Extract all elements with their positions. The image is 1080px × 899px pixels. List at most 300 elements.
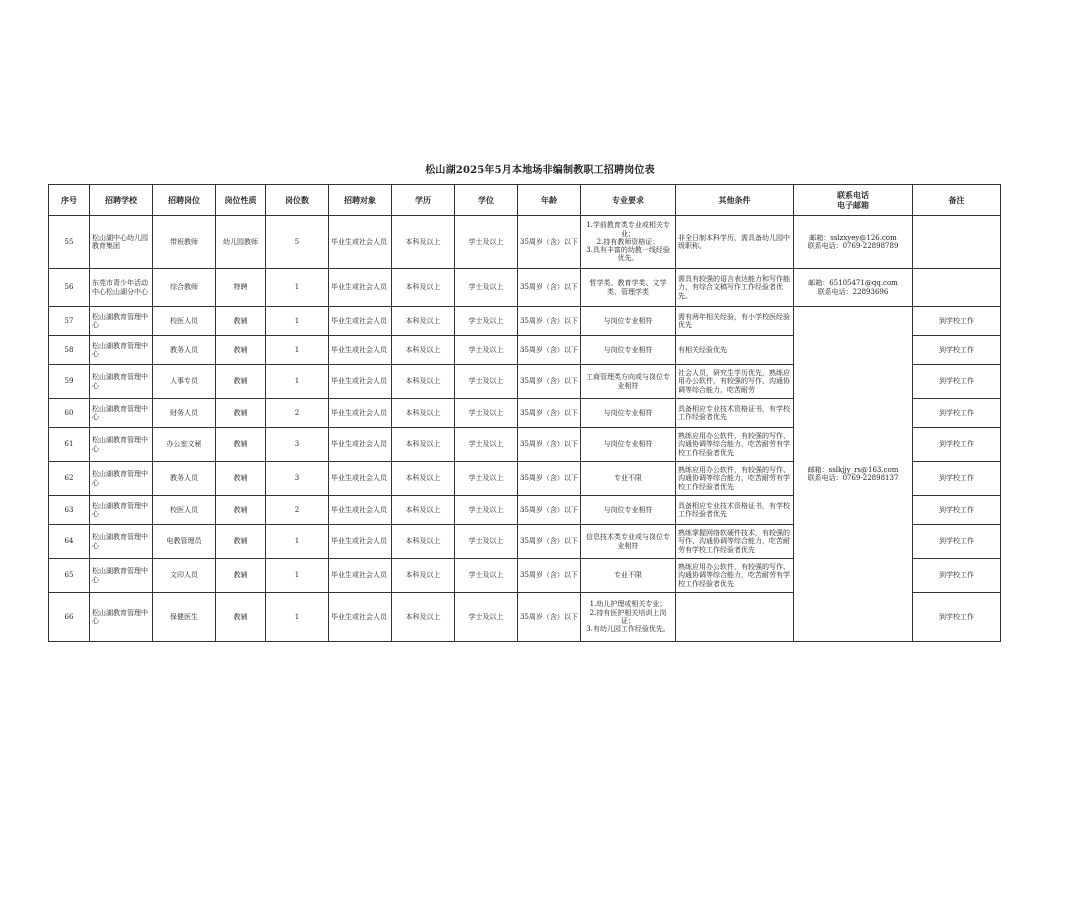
degree-cell-text: 学士及以上: [468, 474, 504, 483]
other-conditions-cell: [676, 399, 794, 428]
age-cell: [518, 559, 581, 593]
target-cell: [329, 307, 392, 336]
other-conditions-cell: [676, 428, 794, 462]
row-number-text: 63: [64, 505, 74, 514]
school-cell-text: 松山湖教育管理中心: [92, 373, 148, 390]
major-cell-text: 与岗位专业相符: [603, 440, 653, 449]
target-cell-text: 毕业生或社会人员: [331, 345, 387, 354]
education-cell-text: 本科及以上: [405, 612, 441, 621]
other-conditions-cell: [676, 269, 794, 307]
degree-cell: [455, 307, 518, 336]
age-cell: [518, 336, 581, 365]
age-cell: [518, 525, 581, 559]
count-cell: [266, 269, 329, 307]
other-conditions-cell: [676, 593, 794, 642]
age-cell: [518, 462, 581, 496]
row-number-text: 65: [64, 571, 74, 580]
education-cell-text: 本科及以上: [405, 505, 441, 514]
nature-cell-text: 特聘: [233, 283, 248, 292]
target-cell-text: 毕业生或社会人员: [331, 283, 387, 292]
table-row: [49, 216, 1001, 269]
header-cell: 其他条件: [676, 185, 794, 216]
education-cell-text: 本科及以上: [405, 440, 441, 449]
education-cell-text: 本科及以上: [405, 237, 441, 246]
target-cell-text: 毕业生或社会人员: [331, 505, 387, 514]
school-cell: [90, 462, 153, 496]
row-number-text: 56: [64, 283, 74, 292]
degree-cell-text: 学士及以上: [468, 440, 504, 449]
degree-cell: [455, 365, 518, 399]
count-cell: [266, 336, 329, 365]
note-cell-text: 到学校工作: [939, 537, 974, 546]
post-cell-text: 教务人员: [170, 345, 198, 354]
post-cell-text: 保健医生: [170, 612, 198, 621]
nature-cell-text: 教辅: [233, 316, 248, 325]
note-cell: [913, 496, 1001, 525]
major-cell: [581, 216, 676, 269]
degree-cell-text: 学士及以上: [468, 316, 504, 325]
other-conditions-cell: [676, 462, 794, 496]
post-cell: [153, 496, 216, 525]
row-number-text: 61: [64, 440, 74, 449]
header-row: [49, 185, 1001, 216]
other-conditions-cell-text: 熟练掌握网络软硬件技术，有较强的写作、沟通协调等综合能力，吃苦耐劳有学校工作经验者优先: [678, 529, 790, 554]
post-cell: [153, 399, 216, 428]
count-cell-text: 1: [294, 612, 300, 621]
nature-cell: [216, 269, 266, 307]
nature-cell: [216, 525, 266, 559]
count-cell-text: 3: [294, 474, 300, 483]
header-cell: 序号: [49, 185, 90, 216]
school-cell: [90, 593, 153, 642]
education-cell: [392, 593, 455, 642]
header-cell: 年龄: [518, 185, 581, 216]
nature-cell-text: 教辅: [233, 474, 248, 483]
major-cell-text: 1.幼儿护理或相关专业； 2.持有医护相关培训上岗证； 3.有幼儿园工作经验优先。: [586, 600, 670, 634]
count-cell-text: 1: [294, 377, 300, 386]
education-cell-text: 本科及以上: [405, 316, 441, 325]
post-cell-text: 校医人员: [170, 505, 198, 514]
age-cell-text: 35周岁（含）以下: [520, 408, 578, 417]
post-cell-text: 综合教师: [170, 283, 198, 292]
nature-cell-text: 教辅: [233, 345, 248, 354]
age-cell-text: 35周岁（含）以下: [520, 345, 578, 354]
major-cell-text: 与岗位专业相符: [603, 316, 653, 325]
row-number-text: 60: [64, 408, 74, 417]
post-cell: [153, 307, 216, 336]
count-cell: [266, 559, 329, 593]
other-conditions-cell-text: 非全日制本科学历，需具备幼儿园中级职称。: [678, 233, 790, 250]
degree-cell: [455, 559, 518, 593]
degree-cell: [455, 525, 518, 559]
post-cell-text: 人事专员: [170, 377, 198, 386]
age-cell: [518, 307, 581, 336]
target-cell-text: 毕业生或社会人员: [331, 571, 387, 580]
major-cell: [581, 428, 676, 462]
other-conditions-cell-text: 具备相应专业技术资格证书，有学校工作经验者优先: [678, 404, 790, 421]
post-cell: [153, 269, 216, 307]
education-cell-text: 本科及以上: [405, 408, 441, 417]
education-cell: [392, 399, 455, 428]
education-cell-text: 本科及以上: [405, 571, 441, 580]
education-cell: [392, 462, 455, 496]
row-number: [49, 593, 90, 642]
major-cell: [581, 559, 676, 593]
nature-cell: [216, 336, 266, 365]
other-conditions-cell: [676, 559, 794, 593]
age-cell-text: 35周岁（含）以下: [520, 505, 578, 514]
other-conditions-cell-text: 需有两年相关经验，有小学校医经验优先: [678, 312, 790, 329]
count-cell: [266, 496, 329, 525]
degree-cell: [455, 399, 518, 428]
education-cell: [392, 496, 455, 525]
row-number-text: 58: [64, 345, 74, 354]
note-cell-text: 到学校工作: [939, 440, 974, 449]
target-cell-text: 毕业生或社会人员: [331, 537, 387, 546]
age-cell: [518, 365, 581, 399]
school-cell: [90, 216, 153, 269]
row-number-text: 66: [64, 612, 74, 621]
count-cell-text: 3: [294, 440, 300, 449]
note-cell-text: 到学校工作: [939, 571, 974, 580]
school-cell: [90, 399, 153, 428]
education-cell: [392, 428, 455, 462]
education-cell: [392, 525, 455, 559]
target-cell: [329, 525, 392, 559]
major-cell-text: 与岗位专业相符: [603, 408, 653, 417]
other-conditions-cell: [676, 525, 794, 559]
other-conditions-cell-text: 熟练应用办公软件，有较强的写作、沟通协调等综合能力，吃苦耐劳有学校工作经验者优先: [678, 563, 790, 588]
school-cell: [90, 269, 153, 307]
age-cell-text: 35周岁（含）以下: [520, 237, 578, 246]
count-cell: [266, 428, 329, 462]
school-cell: [90, 336, 153, 365]
age-cell: [518, 593, 581, 642]
school-cell-text: 松山湖教育管理中心: [92, 533, 148, 550]
header-cell: 招聘学校: [90, 185, 153, 216]
major-cell: [581, 365, 676, 399]
school-cell-text: 松山湖教育管理中心: [92, 404, 148, 421]
major-cell-text: 与岗位专业相符: [603, 345, 653, 354]
post-cell-text: 带班教师: [170, 237, 198, 246]
header-cell: 招聘岗位: [153, 185, 216, 216]
major-cell-text: 与岗位专业相符: [603, 505, 653, 514]
school-cell: [90, 365, 153, 399]
major-cell: [581, 399, 676, 428]
education-cell: [392, 216, 455, 269]
education-cell: [392, 365, 455, 399]
target-cell: [329, 399, 392, 428]
table-row: [49, 307, 1001, 336]
school-cell-text: 东莞市青少年活动中心松山湖分中心: [92, 279, 148, 296]
other-conditions-cell-text: 具备相应专业技术资格证书，有学校工作经验者优先: [678, 501, 790, 518]
target-cell-text: 毕业生或社会人员: [331, 316, 387, 325]
age-cell-text: 35周岁（含）以下: [520, 283, 578, 292]
note-cell-text: 到学校工作: [939, 316, 974, 325]
row-number: [49, 496, 90, 525]
header-cell-contact: 联系电话 电子邮箱: [794, 185, 913, 216]
school-cell: [90, 559, 153, 593]
major-cell: [581, 593, 676, 642]
post-cell-text: 办公室文秘: [166, 440, 202, 449]
degree-cell: [455, 593, 518, 642]
nature-cell-text: 教辅: [233, 612, 248, 621]
post-cell: [153, 336, 216, 365]
count-cell-text: 1: [294, 537, 300, 546]
post-cell-text: 教务人员: [170, 474, 198, 483]
count-cell-text: 1: [294, 571, 300, 580]
major-cell-text: 专业不限: [614, 571, 642, 580]
row-number: [49, 365, 90, 399]
nature-cell: [216, 593, 266, 642]
target-cell: [329, 593, 392, 642]
note-cell: [913, 593, 1001, 642]
school-cell: [90, 496, 153, 525]
degree-cell: [455, 496, 518, 525]
degree-cell: [455, 462, 518, 496]
note-cell: [913, 428, 1001, 462]
education-cell-text: 本科及以上: [405, 474, 441, 483]
row-number: [49, 462, 90, 496]
note-cell-text: 到学校工作: [939, 474, 974, 483]
target-cell: [329, 496, 392, 525]
row-number-text: 64: [64, 537, 74, 546]
nature-cell-text: 幼儿园教师: [223, 237, 258, 246]
count-cell: [266, 399, 329, 428]
degree-cell-text: 学士及以上: [468, 345, 504, 354]
count-cell: [266, 525, 329, 559]
nature-cell: [216, 559, 266, 593]
row-number: [49, 307, 90, 336]
header-cell: 招聘对象: [329, 185, 392, 216]
target-cell-text: 毕业生或社会人员: [331, 377, 387, 386]
nature-cell-text: 教辅: [233, 408, 248, 417]
age-cell-text: 35周岁（含）以下: [520, 612, 578, 621]
post-cell-text: 校医人员: [170, 316, 198, 325]
row-number-text: 57: [64, 316, 74, 325]
age-cell: [518, 269, 581, 307]
age-cell-text: 35周岁（含）以下: [520, 474, 578, 483]
note-cell: [913, 559, 1001, 593]
document-title: 松山湖2025年5月本地场非编制教职工招聘岗位表: [425, 165, 655, 176]
other-conditions-cell-text: 有相关经验优先: [678, 345, 727, 354]
header-cell: 学位: [455, 185, 518, 216]
contact-cell-shared: 邮箱：sslkjjy_rs@163.com 联系电话：0769-22898137: [794, 307, 913, 642]
count-cell: [266, 365, 329, 399]
row-number: [49, 428, 90, 462]
contact-cell: 邮箱：65105471@qq.com 联系电话：22893696: [794, 269, 913, 307]
row-number-text: 59: [64, 377, 74, 386]
note-cell-text: 到学校工作: [939, 377, 974, 386]
school-cell: [90, 525, 153, 559]
major-cell-text: 信息技术类专业或与岗位专业相符: [586, 533, 670, 550]
age-cell-text: 35周岁（含）以下: [520, 440, 578, 449]
other-conditions-cell-text: 熟练应用办公软件，有较强的写作、沟通协调等综合能力，吃苦耐劳有学校工作经验者优先: [678, 432, 790, 457]
education-cell: [392, 559, 455, 593]
major-cell: [581, 336, 676, 365]
school-cell-text: 松山湖教育管理中心: [92, 341, 148, 358]
row-number: [49, 525, 90, 559]
major-cell: [581, 269, 676, 307]
target-cell: [329, 428, 392, 462]
school-cell-text: 松山湖教育管理中心: [92, 608, 148, 625]
header-cell: 岗位性质: [216, 185, 266, 216]
education-cell-text: 本科及以上: [405, 345, 441, 354]
age-cell: [518, 496, 581, 525]
degree-cell-text: 学士及以上: [468, 408, 504, 417]
note-cell: [913, 365, 1001, 399]
school-cell-text: 松山湖中心幼儿园教育集团: [92, 233, 148, 250]
other-conditions-cell: [676, 336, 794, 365]
degree-cell-text: 学士及以上: [468, 571, 504, 580]
header-cell: 岗位数: [266, 185, 329, 216]
count-cell: [266, 307, 329, 336]
nature-cell: [216, 462, 266, 496]
target-cell-text: 毕业生或社会人员: [331, 474, 387, 483]
school-cell: [90, 428, 153, 462]
header-cell: 备注: [913, 185, 1001, 216]
note-cell: [913, 336, 1001, 365]
major-cell: [581, 307, 676, 336]
major-cell-text: 专业不限: [614, 474, 642, 483]
other-conditions-cell: [676, 496, 794, 525]
count-cell-text: 1: [294, 316, 300, 325]
degree-cell-text: 学士及以上: [468, 505, 504, 514]
degree-cell: [455, 428, 518, 462]
degree-cell: [455, 336, 518, 365]
age-cell-text: 35周岁（含）以下: [520, 571, 578, 580]
note-cell: [913, 525, 1001, 559]
post-cell-text: 电教管理员: [166, 537, 202, 546]
count-cell: [266, 462, 329, 496]
target-cell: [329, 365, 392, 399]
note-cell: [913, 462, 1001, 496]
row-number: [49, 559, 90, 593]
header-cell: 学历: [392, 185, 455, 216]
note-cell-text: 到学校工作: [939, 612, 974, 621]
education-cell: [392, 307, 455, 336]
note-cell: [913, 399, 1001, 428]
target-cell-text: 毕业生或社会人员: [331, 237, 387, 246]
count-cell-text: 2: [294, 408, 300, 417]
count-cell: [266, 216, 329, 269]
nature-cell-text: 教辅: [233, 571, 248, 580]
age-cell-text: 35周岁（含）以下: [520, 537, 578, 546]
school-cell: [90, 307, 153, 336]
note-cell-text: 到学校工作: [939, 408, 974, 417]
other-conditions-cell-text: 熟练应用办公软件，有较强的写作、沟通协调等综合能力，吃苦耐劳有学校工作经验者优先: [678, 466, 790, 491]
major-cell-text: 1.学前教育类专业或相关专业； 2.持有教师资格证； 3.具有丰富的幼教一线经验优先。: [586, 221, 670, 263]
nature-cell: [216, 428, 266, 462]
post-cell: [153, 593, 216, 642]
header-cell: 专业要求: [581, 185, 676, 216]
age-cell-text: 35周岁（含）以下: [520, 377, 578, 386]
post-cell: [153, 216, 216, 269]
post-cell: [153, 462, 216, 496]
count-cell-text: 1: [294, 345, 300, 354]
degree-cell-text: 学士及以上: [468, 612, 504, 621]
nature-cell-text: 教辅: [233, 505, 248, 514]
other-conditions-cell: [676, 307, 794, 336]
target-cell: [329, 559, 392, 593]
education-cell-text: 本科及以上: [405, 537, 441, 546]
target-cell: [329, 216, 392, 269]
post-cell: [153, 559, 216, 593]
post-cell: [153, 525, 216, 559]
age-cell: [518, 428, 581, 462]
nature-cell: [216, 307, 266, 336]
other-conditions-cell: [676, 365, 794, 399]
count-cell: [266, 593, 329, 642]
school-cell-text: 松山湖教育管理中心: [92, 436, 148, 453]
degree-cell-text: 学士及以上: [468, 537, 504, 546]
major-cell: [581, 496, 676, 525]
age-cell: [518, 216, 581, 269]
education-cell-text: 本科及以上: [405, 283, 441, 292]
nature-cell: [216, 399, 266, 428]
degree-cell: [455, 216, 518, 269]
nature-cell: [216, 496, 266, 525]
education-cell-text: 本科及以上: [405, 377, 441, 386]
note-cell: [913, 216, 1001, 269]
target-cell: [329, 269, 392, 307]
other-conditions-cell: [676, 216, 794, 269]
recruitment-table: [48, 184, 1001, 642]
nature-cell-text: 教辅: [233, 537, 248, 546]
target-cell-text: 毕业生或社会人员: [331, 408, 387, 417]
major-cell: [581, 525, 676, 559]
target-cell: [329, 462, 392, 496]
post-cell-text: 文印人员: [170, 571, 198, 580]
note-cell: [913, 307, 1001, 336]
degree-cell: [455, 269, 518, 307]
other-conditions-cell-text: 社会人员，研究生学历优先，熟练应用办公软件，有较强的写作、沟通协调等综合能力，吃苦耐劳: [678, 369, 790, 394]
post-cell: [153, 365, 216, 399]
target-cell-text: 毕业生或社会人员: [331, 612, 387, 621]
count-cell-text: 1: [294, 283, 300, 292]
degree-cell-text: 学士及以上: [468, 237, 504, 246]
degree-cell-text: 学士及以上: [468, 377, 504, 386]
count-cell-text: 5: [294, 237, 300, 246]
school-cell-text: 松山湖教育管理中心: [92, 567, 148, 584]
age-cell-text: 35周岁（含）以下: [520, 316, 578, 325]
target-cell-text: 毕业生或社会人员: [331, 440, 387, 449]
nature-cell: [216, 365, 266, 399]
post-cell: [153, 428, 216, 462]
note-cell-text: 到学校工作: [939, 345, 974, 354]
row-number: [49, 399, 90, 428]
row-number-text: 55: [64, 237, 74, 246]
major-cell: [581, 462, 676, 496]
table-row: [49, 269, 1001, 307]
major-cell-text: 工商管理类方向或与岗位专业相符: [586, 373, 670, 390]
other-conditions-cell-text: 需具有较强的语言表达能力和写作能力，有综合文稿写作工作经验者优先。: [678, 275, 790, 300]
contact-cell: 邮箱：sslzxyey@126.com 联系电话：0769-22898789: [794, 216, 913, 269]
nature-cell-text: 教辅: [233, 377, 248, 386]
age-cell: [518, 399, 581, 428]
degree-cell-text: 学士及以上: [468, 283, 504, 292]
post-cell-text: 财务人员: [170, 408, 198, 417]
school-cell-text: 松山湖教育管理中心: [92, 312, 148, 329]
nature-cell: [216, 216, 266, 269]
target-cell: [329, 336, 392, 365]
note-cell: [913, 269, 1001, 307]
school-cell-text: 松山湖教育管理中心: [92, 470, 148, 487]
row-number: [49, 269, 90, 307]
education-cell: [392, 336, 455, 365]
count-cell-text: 2: [294, 505, 300, 514]
school-cell-text: 松山湖教育管理中心: [92, 501, 148, 518]
